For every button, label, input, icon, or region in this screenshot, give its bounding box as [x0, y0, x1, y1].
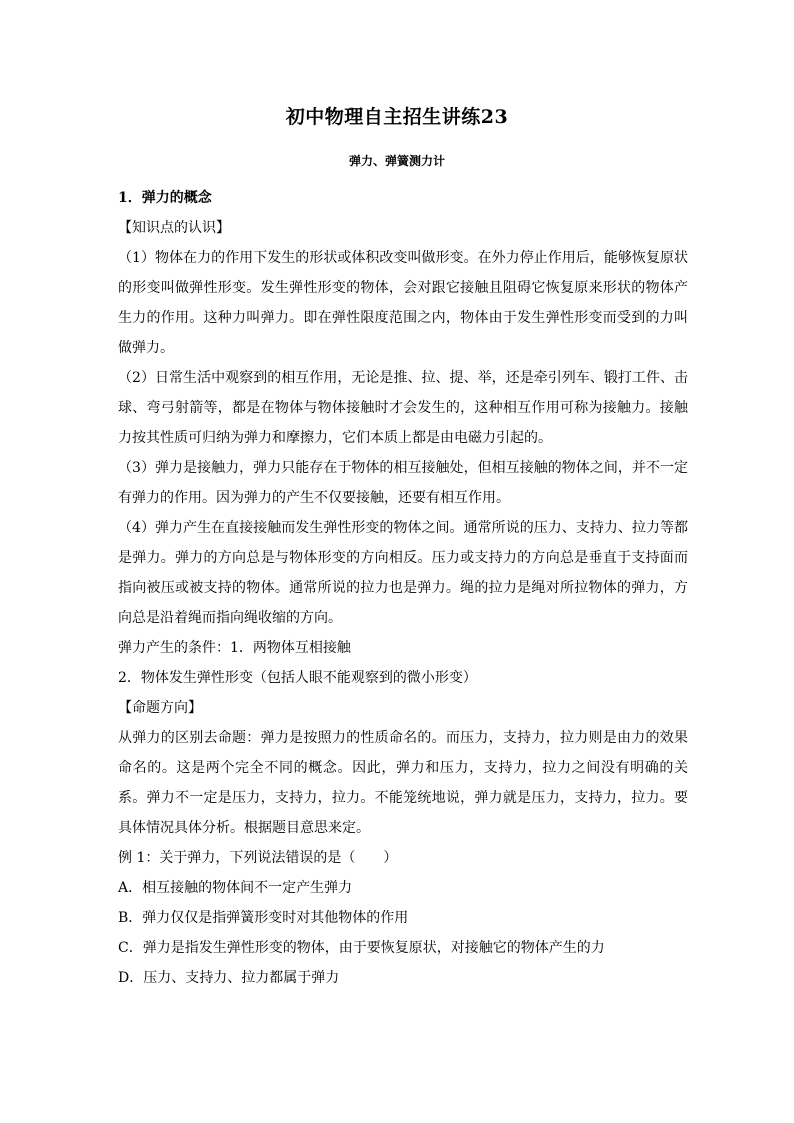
section-heading: 1．弹力的概念 [118, 190, 212, 206]
option-d: D．压力、支持力、拉力都属于弹力 [118, 970, 340, 986]
option-b: B．弹力仅仅是指弹簧形变时对其他物体的作用 [118, 910, 409, 926]
document-title: 初中物理自主招生讲练23 [285, 106, 509, 128]
conditions-line-2: 2．物体发生弹性形变（包括人眼不能观察到的微小形变） [118, 670, 477, 686]
knowledge-heading: 【知识点的认识】 [118, 220, 230, 236]
knowledge-paragraph-4: （4）弹力产生在直接接触而发生弹性形变的物体之间。通常所说的压力、支持力、拉力等都是弹力。弹力的方向总是与物体形变的方向相反。压力或支持力的方向总是垂直于支持面而指向被压或被支持的物体。通常所说的拉力也是弹力。绳的拉力是绳对所拉物体的弹力，方向总是沿着绳而指向绳收缩的方向。 [118, 520, 688, 626]
document-subtitle: 弹力、弹簧测力计 [348, 154, 445, 168]
example-question: 例 1：关于弹力，下列说法错误的是（ ） [118, 850, 398, 866]
conditions-line-1: 弹力产生的条件：1．两物体互相接触 [118, 640, 351, 656]
proposition-paragraph: 从弹力的区别去命题：弹力是按照力的性质命名的。而压力，支持力，拉力则是由力的效果命名的。这是两个完全不同的概念。因此，弹力和压力，支持力，拉力之间没有明确的关系。弹力不一定是压力，支持力，拉力。不能笼统地说，弹力就是压力，支持力，拉力。要具体情况具体分析。根据题目意思来定。 [118, 730, 688, 836]
option-c: C．弹力是指发生弹性形变的物体，由于要恢复原状，对接触它的物体产生的力 [118, 940, 605, 956]
knowledge-paragraph-1: （1）物体在力的作用下发生的形状或体积改变叫做形变。在外力停止作用后，能够恢复原状的形变叫做弹性形变。发生弹性形变的物体，会对跟它接触且阻碍它恢复原来形状的物体产生力的作用。这种力叫弹力。即在弹性限度范围之内，物体由于发生弹性形变而受到的力叫做弹力。 [118, 250, 688, 356]
knowledge-paragraph-2: （2）日常生活中观察到的相互作用，无论是推、拉、提、举，还是牵引列车、锻打工件、击球、弯弓射箭等，都是在物体与物体接触时才会发生的，这种相互作用可称为接触力。接触力按其性质可归纳为弹力和摩擦力，它们本质上都是由电磁力引起的。 [118, 370, 688, 446]
knowledge-paragraph-3: （3）弹力是接触力，弹力只能存在于物体的相互接触处，但相互接触的物体之间，并不一定有弹力的作用。因为弹力的产生不仅要接触，还要有相互作用。 [118, 460, 688, 506]
proposition-heading: 【命题方向】 [118, 700, 202, 716]
document-body [118, 183, 688, 993]
option-a: A．相互接触的物体间不一定产生弹力 [118, 880, 353, 896]
